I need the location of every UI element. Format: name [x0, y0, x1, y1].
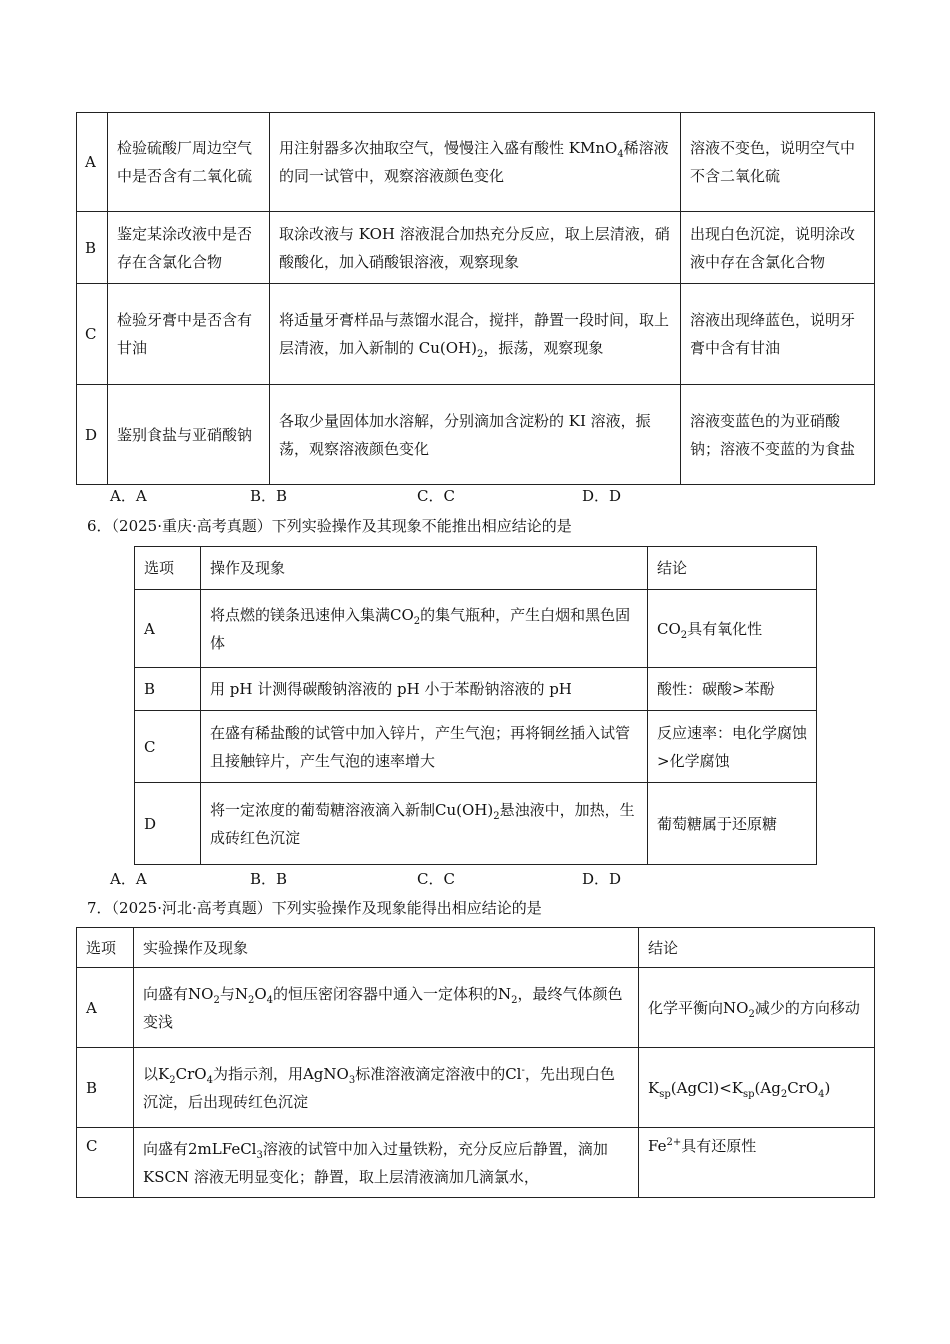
table-row — [135, 711, 817, 783]
table-q7 — [76, 927, 875, 1198]
conclusion-cell: $Fe^{2+}$具有还原性 — [639, 1128, 875, 1198]
answer-option-c[interactable]: C．C — [417, 487, 455, 505]
option-label: B — [77, 212, 108, 284]
table-row — [135, 783, 817, 865]
operation-cell: 向盛有$NO_2$与$N_2O_4$的恒压密闭容器中通入一定体积的$N_2$，最终气体颜色变浅 — [134, 968, 639, 1048]
table-row — [77, 113, 875, 212]
header-option: 选项 — [77, 928, 134, 968]
table-row — [77, 968, 875, 1048]
conclusion-cell: 酸性：碳酸>苯酚 — [648, 668, 817, 711]
result-cell: 溶液不变色，说明空气中不含二氧化硫 — [681, 113, 875, 212]
answer-option-b[interactable]: B．B — [250, 487, 288, 505]
table-row — [77, 212, 875, 284]
table-row — [77, 1048, 875, 1128]
table-row — [135, 590, 817, 668]
purpose-cell: 鉴别食盐与亚硝酸钠 — [108, 385, 270, 485]
option-label: C — [77, 1128, 134, 1198]
conclusion-cell: 反应速率：电化学腐蚀>化学腐蚀 — [648, 711, 817, 783]
answer-option-d[interactable]: D．D — [582, 870, 622, 888]
operation-cell: 以$K_2CrO_4$为指示剂，用AgNO$_3$标准溶液滴定溶液中的Cl-，先出现白色沉淀，后出现砖红色沉淀 — [134, 1048, 639, 1128]
purpose-cell: 检验牙膏中是否含有甘油 — [108, 284, 270, 385]
operation-cell: 将一定浓度的葡萄糖溶液滴入新制$Cu(OH)_2$悬浊液中，加热，生成砖红色沉淀 — [201, 783, 648, 865]
table-header-row — [135, 547, 817, 590]
header-operation: 操作及现象 — [201, 547, 648, 590]
answer-option-c[interactable]: C．C — [417, 870, 455, 888]
option-label: A — [135, 590, 201, 668]
table-header-row — [77, 928, 875, 968]
option-label: C — [77, 284, 108, 385]
operation-cell: 各取少量固体加水溶解，分别滴加含淀粉的 KI 溶液，振荡，观察溶液颜色变化 — [270, 385, 681, 485]
question-7-title: 7．（2025·河北·高考真题）下列实验操作及现象能得出相应结论的是 — [87, 899, 542, 917]
option-label: B — [77, 1048, 134, 1128]
header-operation: 实验操作及现象 — [134, 928, 639, 968]
option-label: D — [135, 783, 201, 865]
table-row — [77, 284, 875, 385]
header-option: 选项 — [135, 547, 201, 590]
table-1 — [76, 112, 875, 485]
answer-options-6 — [0, 868, 950, 890]
answer-options-5 — [0, 485, 950, 507]
conclusion-cell: 葡萄糖属于还原糖 — [648, 783, 817, 865]
header-conclusion: 结论 — [648, 547, 817, 590]
header-conclusion: 结论 — [639, 928, 875, 968]
answer-option-a[interactable]: A．A — [110, 487, 147, 505]
operation-cell: 将点燃的镁条迅速伸入集满$CO_2$的集气瓶种，产生白烟和黑色固体 — [201, 590, 648, 668]
option-label: C — [135, 711, 201, 783]
operation-cell: 取涂改液与 KOH 溶液混合加热充分反应，取上层清液，硝酸酸化，加入硝酸银溶液，观察现象 — [270, 212, 681, 284]
operation-cell: 在盛有稀盐酸的试管中加入锌片，产生气泡；再将铜丝插入试管且接触锌片，产生气泡的速率增大 — [201, 711, 648, 783]
operation-cell: 向盛有2mLFeCl$_3$溶液的试管中加入过量铁粉，充分反应后静置，滴加 KSCN 溶液无明显变化；静置，取上层清液滴加几滴氯水， — [134, 1128, 639, 1198]
answer-option-b[interactable]: B．B — [250, 870, 288, 888]
table-row — [135, 668, 817, 711]
table-q6 — [134, 546, 817, 865]
purpose-cell: 检验硫酸厂周边空气中是否含有二氧化硫 — [108, 113, 270, 212]
option-label: A — [77, 968, 134, 1048]
option-label: D — [77, 385, 108, 485]
result-cell: 溶液变蓝色的为亚硝酸钠；溶液不变蓝的为食盐 — [681, 385, 875, 485]
conclusion-cell: $K_{sp}(AgCl)<K_{sp}(Ag_2CrO_4)$ — [639, 1048, 875, 1128]
table-row — [77, 1128, 875, 1198]
option-label: A — [77, 113, 108, 212]
purpose-cell: 鉴定某涂改液中是否存在含氯化合物 — [108, 212, 270, 284]
operation-cell: 用 pH 计测得碳酸钠溶液的 pH 小于苯酚钠溶液的 pH — [201, 668, 648, 711]
result-cell: 溶液出现绛蓝色，说明牙膏中含有甘油 — [681, 284, 875, 385]
conclusion-cell: 化学平衡向$NO_2$减少的方向移动 — [639, 968, 875, 1048]
result-cell: 出现白色沉淀，说明涂改液中存在含氯化合物 — [681, 212, 875, 284]
question-6-title: 6．（2025·重庆·高考真题）下列实验操作及其现象不能推出相应结论的是 — [87, 517, 572, 535]
operation-cell: 将适量牙膏样品与蒸馏水混合，搅拌，静置一段时间，取上层清液，加入新制的 $Cu(OH)_2$，振荡，观察现象 — [270, 284, 681, 385]
answer-option-a[interactable]: A．A — [110, 870, 147, 888]
table-row — [77, 385, 875, 485]
conclusion-cell: $CO_2$具有氧化性 — [648, 590, 817, 668]
option-label: B — [135, 668, 201, 711]
operation-cell: 用注射器多次抽取空气，慢慢注入盛有酸性 KMnO$_4$稀溶液的同一试管中，观察溶液颜色变化 — [270, 113, 681, 212]
answer-option-d[interactable]: D．D — [582, 487, 622, 505]
